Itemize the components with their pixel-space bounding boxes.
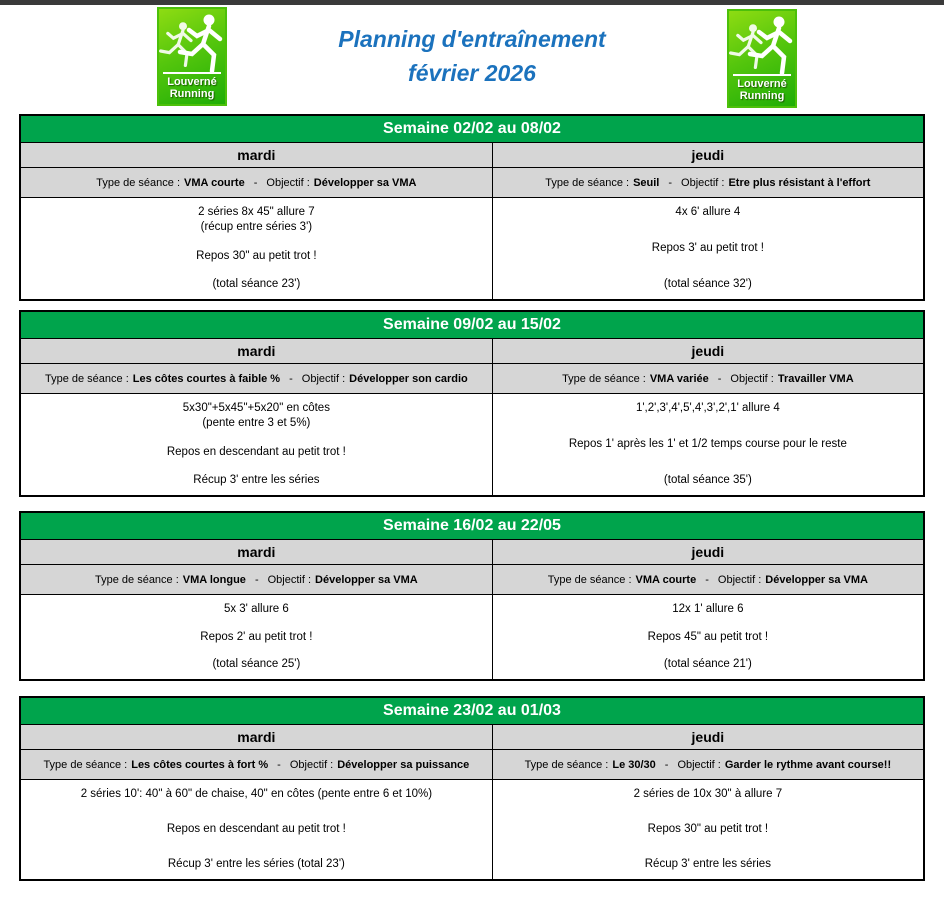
objective-value: Etre plus résistant à l'effort: [728, 176, 871, 189]
session-type-cell: [493, 750, 923, 779]
type-value: VMA courte: [635, 573, 697, 586]
type-value: Seuil: [633, 176, 660, 189]
session-type-cell: [493, 565, 923, 594]
session-type-cell: [21, 364, 493, 393]
type-value: VMA courte: [184, 176, 245, 189]
separator: -: [254, 573, 259, 586]
session-content-cell: [493, 394, 923, 495]
objective-value: Garder le rythme avant course!!: [724, 758, 892, 771]
week-table-1: [19, 114, 925, 301]
objective-label: Objectif :: [717, 573, 762, 586]
session-lines: [648, 822, 768, 837]
objective-label: Objectif :: [301, 372, 346, 385]
type-label: Type de séance :: [95, 573, 179, 586]
objective-label: Objectif :: [289, 758, 334, 771]
day-header-jeudi: jeudi: [691, 544, 725, 560]
day-header-jeudi: jeudi: [691, 729, 725, 745]
objective-value: Travailler VMA: [777, 372, 854, 385]
session-lines: [212, 657, 300, 672]
session-line: 4x 6' allure 4: [675, 206, 741, 218]
session-content-cell: [493, 780, 923, 879]
club-logo-right: [727, 9, 797, 108]
week-table-4: [19, 696, 925, 881]
day-header-mardi: mardi: [21, 339, 493, 363]
separator: -: [277, 758, 281, 771]
week-table-3: [19, 511, 925, 681]
type-label: Type de séance :: [545, 176, 630, 189]
session-content-cell: [21, 780, 493, 879]
window-top-bar: [0, 0, 944, 5]
type-label: Type de séance :: [524, 758, 609, 771]
session-line: Repos 2' au petit trot !: [200, 630, 313, 643]
objective-value: Développer sa VMA: [765, 573, 868, 586]
session-lines: [664, 657, 752, 672]
session-lines: [167, 822, 346, 837]
logo-club-name: Louverné: [167, 76, 217, 88]
page-title-line2: février 2026: [408, 60, 536, 86]
session-lines: [224, 602, 289, 617]
session-content-cell: [21, 198, 493, 299]
objective-value: Développer sa VMA: [313, 176, 417, 189]
session-lines: [652, 241, 764, 256]
day-header-jeudi: jeudi: [691, 343, 725, 359]
session-line: (total séance 23'): [212, 278, 301, 291]
session-content-cell: [493, 595, 923, 679]
objective-label: Objectif :: [681, 176, 725, 189]
session-line: (total séance 25'): [212, 658, 301, 671]
session-line: Repos en descendant au petit trot !: [166, 823, 346, 836]
session-line: 1',2',3',4',5',4',3',2',1' allure 4: [635, 402, 780, 414]
session-lines: [200, 630, 312, 645]
week-header: Semaine 23/02 au 01/03: [21, 698, 923, 725]
session-content-cell: [493, 198, 923, 299]
session-line: Repos en descendant au petit trot !: [166, 445, 346, 458]
session-type-cell: [493, 168, 923, 197]
day-header-mardi: mardi: [21, 540, 493, 564]
separator: -: [289, 372, 293, 385]
type-value: Le 30/30: [612, 758, 656, 771]
page-title: [0, 22, 944, 90]
objective-value: Développer sa VMA: [315, 573, 418, 586]
session-line: 2 séries 10': 40" à 60" de chaise, 40" en côtes (pente entre 6 et 10%): [80, 788, 433, 800]
session-type-cell: [21, 750, 493, 779]
session-lines: [672, 602, 743, 617]
objective-value: Développer son cardio: [349, 372, 468, 385]
runner-icon: [729, 13, 795, 83]
session-line: (total séance 21'): [663, 658, 752, 671]
separator: -: [705, 573, 709, 586]
logo-club-name2: Running: [739, 90, 785, 102]
session-line: Récup 3' entre les séries: [644, 858, 771, 871]
session-lines: [212, 277, 300, 292]
session-lines: [645, 857, 771, 872]
day-header-jeudi: jeudi: [691, 147, 725, 163]
session-line: 5x 3' allure 6: [223, 603, 289, 615]
session-line: Repos 1' après les 1' et 1/2 temps course pour le reste: [568, 438, 847, 451]
separator: -: [717, 372, 722, 385]
session-lines: [648, 630, 768, 645]
session-lines: [168, 857, 345, 872]
session-line: Repos 3' au petit trot !: [651, 242, 764, 255]
week-table-2: [19, 310, 925, 497]
week-header: Semaine 09/02 au 15/02: [21, 312, 923, 339]
session-line: 2 séries 8x 45" allure 7: [198, 206, 315, 218]
page-title-line1: Planning d'entraînement: [338, 26, 606, 52]
session-content-cell: [21, 394, 493, 495]
type-label: Type de séance :: [547, 573, 632, 586]
session-line: Repos 45" au petit trot !: [647, 630, 769, 643]
session-line: (total séance 35'): [663, 474, 752, 487]
session-lines: [664, 277, 752, 292]
session-content-cell: [21, 595, 493, 679]
session-lines: [636, 401, 780, 416]
type-value: VMA variée: [649, 372, 709, 385]
session-type-cell: [21, 168, 493, 197]
session-type-cell: [21, 565, 493, 594]
logo-text: [167, 76, 217, 100]
session-line: Repos 30" au petit trot !: [196, 249, 317, 262]
objective-label: Objectif :: [730, 372, 774, 385]
session-lines: [198, 205, 315, 235]
objective-value: Développer sa puissance: [337, 758, 470, 771]
logo-divider: [733, 74, 791, 76]
session-lines: [193, 473, 319, 488]
logo-club-name: Louverné: [737, 78, 787, 90]
session-line: (pente entre 3 et 5%): [202, 416, 311, 429]
logo-divider: [163, 72, 221, 74]
objective-label: Objectif :: [677, 758, 721, 771]
type-label: Type de séance :: [96, 176, 180, 189]
logo-text: [737, 78, 787, 102]
type-value: Les côtes courtes à faible %: [132, 372, 281, 385]
separator: -: [664, 758, 669, 771]
day-header-mardi: mardi: [21, 725, 493, 749]
session-type-cell: [493, 364, 923, 393]
type-label: Type de séance :: [562, 372, 646, 385]
objective-label: Objectif :: [266, 176, 310, 189]
session-lines: [569, 437, 847, 452]
week-header: Semaine 02/02 au 08/02: [21, 116, 923, 143]
session-lines: [664, 473, 752, 488]
session-line: 2 séries de 10x 30" à allure 7: [633, 788, 783, 800]
type-label: Type de séance :: [43, 758, 128, 771]
session-lines: [81, 787, 432, 802]
logo-club-name2: Running: [169, 88, 215, 100]
day-header-mardi: mardi: [21, 143, 493, 167]
type-label: Type de séance :: [44, 372, 129, 385]
separator: -: [253, 176, 258, 189]
week-header: Semaine 16/02 au 22/05: [21, 513, 923, 540]
session-lines: [196, 249, 316, 264]
session-line: (récup entre séries 3'): [200, 220, 313, 233]
objective-label: Objectif :: [267, 573, 312, 586]
session-line: (total séance 32'): [663, 278, 752, 291]
session-line: 12x 1' allure 6: [672, 603, 744, 615]
session-lines: [183, 401, 330, 431]
session-lines: [675, 205, 740, 220]
separator: -: [668, 176, 673, 189]
session-line: Récup 3' entre les séries (total 23'): [167, 858, 345, 871]
session-line: Repos 30" au petit trot !: [647, 823, 769, 836]
type-value: VMA longue: [182, 573, 246, 586]
session-lines: [167, 445, 346, 460]
session-line: Récup 3' entre les séries: [193, 474, 320, 487]
type-value: Les côtes courtes à fort %: [131, 758, 269, 771]
session-lines: [634, 787, 783, 802]
session-line: 5x30"+5x45"+5x20" en côtes: [182, 402, 330, 414]
